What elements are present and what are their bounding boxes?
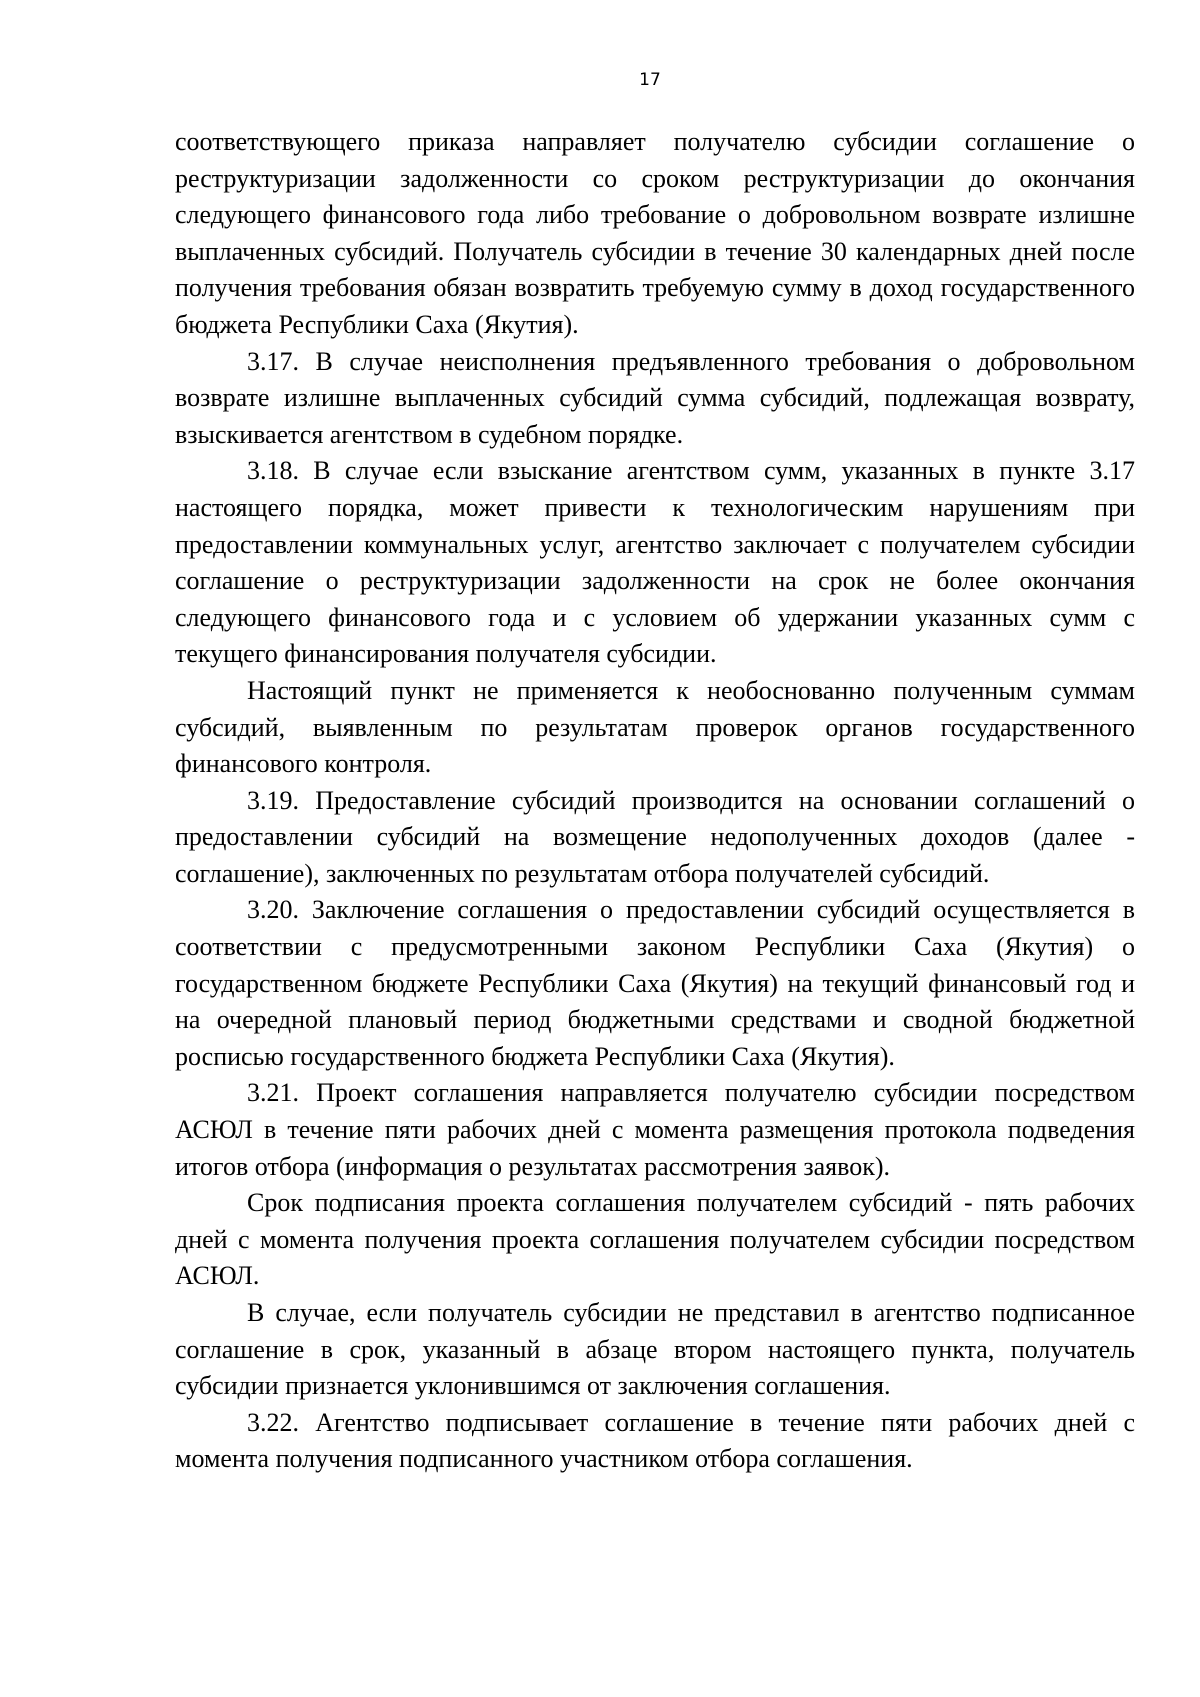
paragraph-3-21: 3.21. Проект соглашения направляется получателю субсидии посредством АСЮЛ в течение пяти рабочих дней с момента размещения протокола подведения итогов отбора (информация о результатах рассмотрения заявок). [175,1078,1135,1181]
paragraph-3-21-evasion: В случае, если получатель субсидии не представил в агентство подписанное соглашение в срок, указанный в абзаце втором настоящего пункта, получатель субсидии признается уклонившимся от заключения соглашения. [175,1298,1135,1401]
paragraph-3-17: 3.17. В случае неисполнения предъявленного требования о добровольном возврате излишне выплаченных субсидий сумма субсидий, подлежащая возврату, взыскивается агентством в судебном порядке. [175,346,1135,449]
paragraph-3-21-term: Срок подписания проекта соглашения получателем субсидий - пять рабочих дней с момента получения проекта соглашения получателем субсидии посредством АСЮЛ. [175,1188,1135,1291]
paragraph-3-18: 3.18. В случае если взыскание агентством сумм, указанных в пункте 3.17 настоящего порядка, может привести к технологическим нарушениям при предоставлении коммунальных услуг, агентство заключает с получателем субсидии соглашение о реструктуризации задолженности на срок не более окончания следующего финансового года и с условием об удержании указанных сумм с текущего финансирования получателя субсидии. [175,456,1135,669]
paragraph-3-22: 3.22. Агентство подписывает соглашение в течение пяти рабочих дней с момента получения подписанного участником отбора соглашения. [175,1407,1135,1474]
page-number: 17 [639,70,661,90]
paragraph-3-19: 3.19. Предоставление субсидий производится на основании соглашений о предоставлении субсидий на возмещение недополученных доходов (далее - соглашение), заключенных по результатам отбора получателей субсидий. [175,785,1135,888]
paragraph-3-18-note: Настоящий пункт не применяется к необоснованно полученным суммам субсидий, выявленным по результатам проверок органов государственного финансового контроля. [175,675,1135,779]
document-body [175,124,1135,1478]
paragraph-continuation: соответствующего приказа направляет получателю субсидии соглашение о реструктуризации задолженности со сроком реструктуризации до окончания следующего финансового года либо требование о добровольном возврате излишне выплаченных субсидий. Получатель субсидии в течение 30 календарных дней после получения требования обязан возвратить требуемую сумму в доход государственного бюджета Республики Саха (Якутия). [175,127,1135,339]
paragraph-3-20: 3.20. Заключение соглашения о предоставлении субсидий осуществляется в соответствии с предусмотренными законом Республики Саха (Якутия) о государственном бюджете Республики Саха (Якутия) на текущий финансовый год и на очередной плановый период бюджетными средствами и сводной бюджетной росписью государственного бюджета Республики Саха (Якутия). [175,895,1135,1071]
